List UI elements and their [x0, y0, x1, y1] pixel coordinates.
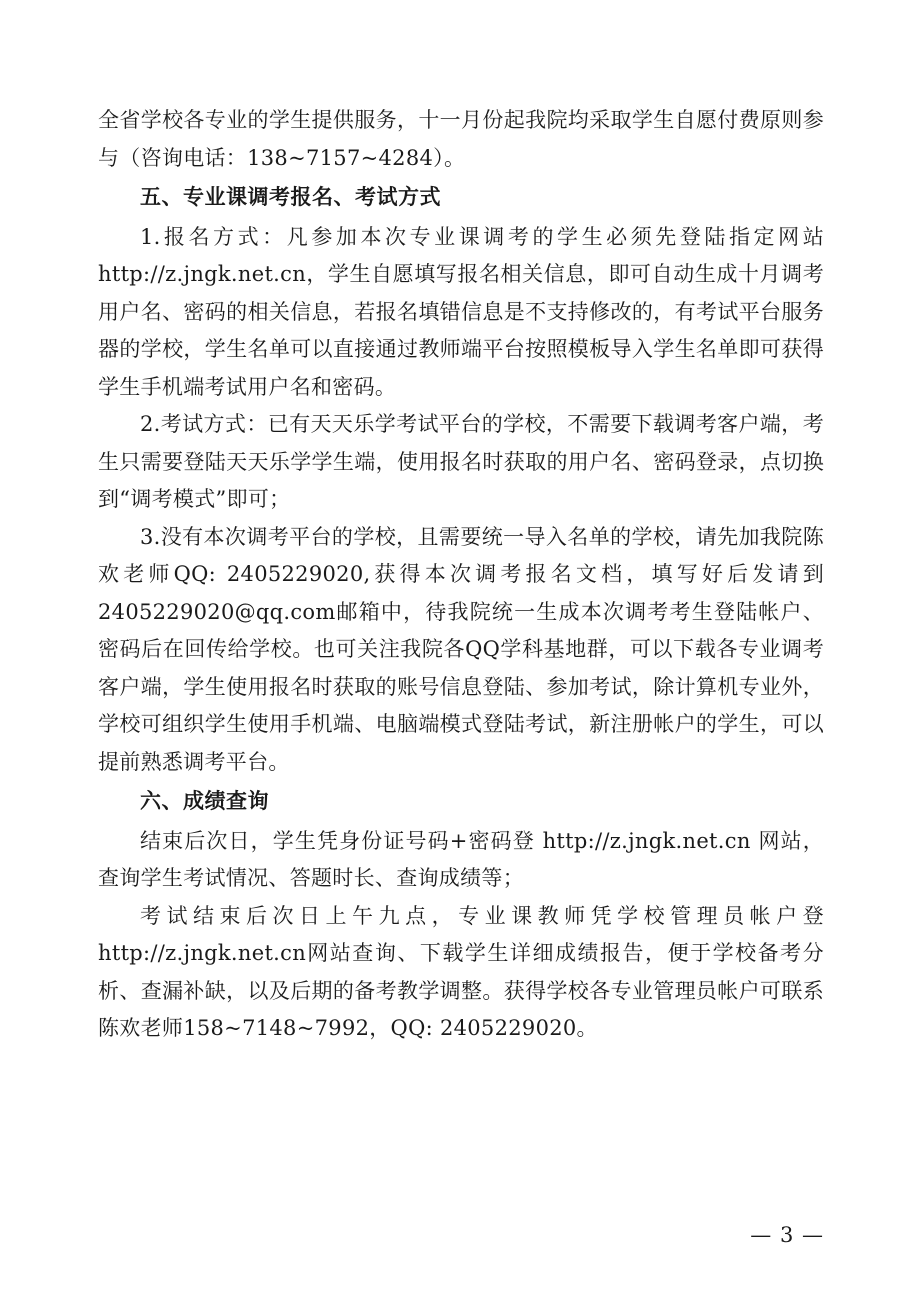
paragraph-student-query: 结束后次日，学生凭身份证号码+密码登 http://z.jngk.net.cn 网站，查询学生考试情况、答题时长、查询成绩等； [98, 828, 824, 890]
document-body [98, 102, 824, 1048]
section-heading-registration: 五、专业课调考报名、考试方式 [140, 185, 441, 209]
section-heading-score-query: 六、成绩查询 [140, 789, 269, 813]
paragraph-registration-method: 1.报名方式：凡参加本次专业课调考的学生必须先登陆指定网站http://z.jngk.net.cn，学生自愿填写报名相关信息，即可自动生成十月调考用户名、密码的相关信息，若报名填错信息是不支持修改的，有考试平台服务器的学校，学生名单可以直接通过教师端平台按照模板导入学生名单即可获得学生手机端考试用户名和密码。 [98, 224, 824, 399]
paragraph-intro: 全省学校各专业的学生提供服务，十一月份起我院均采取学生自愿付费原则参与（咨询电话：138~7157~4284）。 [98, 108, 824, 170]
paragraph-exam-method: 2.考试方式：已有天天乐学考试平台的学校，不需要下载调考客户端，考生只需要登陆天天乐学学生端，使用报名时获取的用户名、密码登录，点切换到“调考模式”即可； [98, 412, 824, 511]
paragraph-no-platform: 3.没有本次调考平台的学校，且需要统一导入名单的学校，请先加我院陈欢老师QQ: 2405229020,获得本次调考报名文档，填写好后发请到2405229020@qq.com邮箱中，待我院统一生成本次调考考生登陆帐户、密码后在回传给学校。也可关注我院各QQ学科基地群，可以下载各专业调考客户端，学生使用报名时获取的账号信息登陆、参加考试，除计算机专业外，学校可组织学生使用手机端、电脑端模式登陆考试，新注册帐户的学生，可以提前熟悉调考平台。 [98, 524, 824, 774]
page-number: — 3 — [750, 1223, 824, 1247]
paragraph-teacher-query: 考试结束后次日上午九点，专业课教师凭学校管理员帐户登http://z.jngk.net.cn网站查询、下载学生详细成绩报告，便于学校备考分析、查漏补缺，以及后期的备考教学调整。获得学校各专业管理员帐户可联系陈欢老师158~7148~7992，QQ: 2405229020。 [98, 903, 824, 1040]
